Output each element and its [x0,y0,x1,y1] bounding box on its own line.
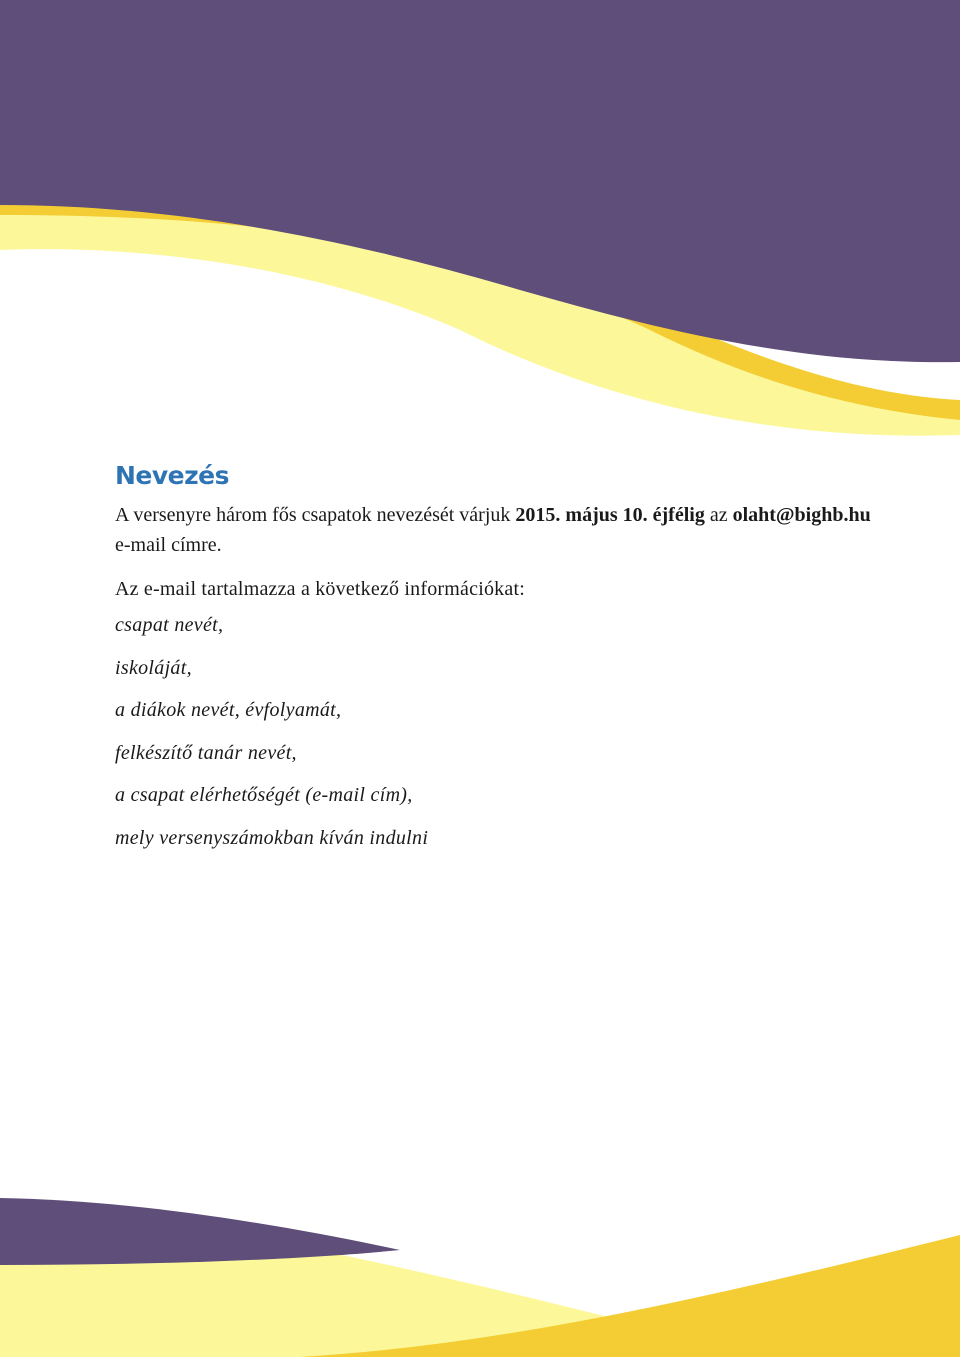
info-intro: Az e-mail tartalmazza a következő információkat: [115,578,525,600]
top-wave-decoration [0,0,960,440]
list-item: a diákok nevét, évfolyamát, [115,699,342,721]
registration-section [115,458,875,865]
required-info-list [115,610,875,853]
intro-text-part3: e-mail címre. [115,534,222,556]
bottom-purple-wave [0,1198,400,1265]
deadline-text: 2015. május 10. éjfélig [515,504,705,526]
intro-paragraph [115,500,875,560]
list-item: iskoláját, [115,656,192,679]
bottom-wave-decoration [0,1190,960,1357]
email-address: olaht@bighb.hu [732,504,871,526]
intro-text-part2: az [704,504,733,526]
section-heading: Nevezés [115,461,230,490]
list-item: csapat nevét, [115,614,224,636]
list-item: a csapat elérhetőségét (e-mail cím), [115,784,413,806]
list-item: mely versenyszámokban kíván indulni [115,826,429,849]
list-item: felkészítő tanár nevét, [115,741,297,764]
intro-text-part1: A versenyre három fős csapatok nevezését várjuk [115,504,516,526]
